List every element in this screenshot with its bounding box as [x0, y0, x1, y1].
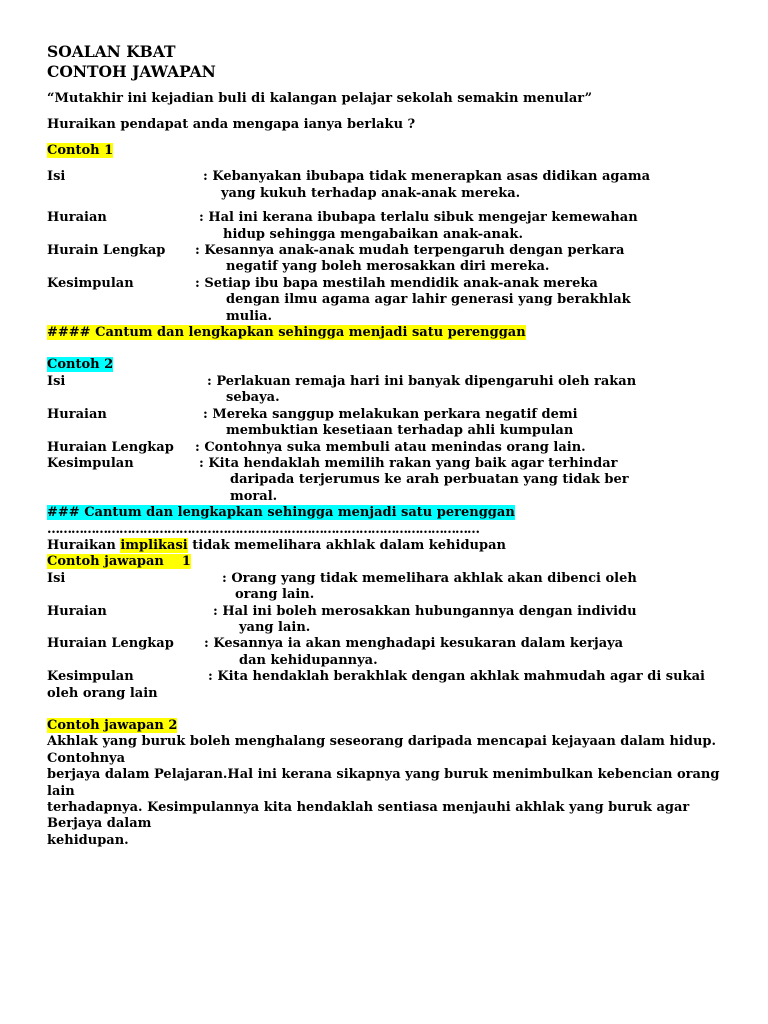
c2-isi-row — [47, 374, 747, 390]
c1-huraian-label: Huraian — [47, 210, 107, 226]
c1-isi-row — [47, 169, 747, 185]
c2-kesimpulan-row — [47, 456, 747, 472]
j1-kesimpulan-text: : Kita hendaklah berakhlak dengan akhlak mahmudah agar di sukai — [208, 669, 705, 685]
c2-lengkap-text: : Contohnya suka membuli atau menindas orang lain. — [195, 439, 586, 455]
c1-lengkap-text: : Kesannya anak-anak mudah terpengaruh dengan perkara — [195, 243, 625, 259]
question-2 — [47, 538, 747, 554]
j2-line: lain — [47, 783, 75, 799]
c2-kesimpulan-label: Kesimpulan — [47, 455, 134, 471]
c2-huraian-cont: membuktian kesetiaan terhadap ahli kumpulan — [226, 423, 574, 439]
j2-line: Berjaya dalam — [47, 816, 152, 832]
jawapan-2-heading: Contoh jawapan 2 — [47, 718, 178, 733]
j1-kesimpulan-cont: oleh orang lain — [47, 685, 158, 701]
contoh-2-heading: Contoh 2 — [47, 357, 114, 373]
c2-kesimpulan-cont-1: daripada terjerumus ke arah perbuatan yang tidak ber — [230, 472, 629, 488]
j2-line: terhadapnya. Kesimpulannya kita hendaklah sentiasa menjauhi akhlak yang buruk agar — [47, 800, 690, 816]
j1-huraian-row — [47, 604, 747, 620]
c1-kesimpulan-text: : Setiap ibu bapa mestilah mendidik anak-anak mereka — [195, 275, 598, 291]
j1-lengkap-label: Huraian Lengkap — [47, 636, 174, 652]
c1-kesimpulan-cont-2: mulia. — [226, 308, 273, 324]
c2-kesimpulan-cont-2: moral. — [230, 488, 278, 504]
c1-lengkap-label: Hurain Lengkap — [47, 243, 166, 259]
doc-title: SOALAN KBAT — [47, 42, 176, 61]
c2-kesimpulan-text: : Kita hendaklah memilih rakan yang baik agar terhindar — [199, 455, 618, 471]
c1-huraian-cont: hidup sehingga mengabaikan anak-anak. — [223, 226, 523, 242]
q2-post: tidak memelihara akhlak dalam kehidupan — [187, 537, 506, 553]
j2-line: Contohnya — [47, 750, 126, 766]
doc-subtitle: CONTOH JAWAPAN — [47, 62, 216, 81]
document-page — [47, 42, 747, 849]
j2-line: berjaya dalam Pelajaran.Hal ini kerana sikapnya yang buruk menimbulkan kebencian orang — [47, 767, 720, 783]
quote-text: “Mutakhir ini kejadian buli di kalangan pelajar sekolah semakin menular” — [47, 91, 593, 106]
j1-lengkap-cont: dan kehidupannya. — [239, 652, 378, 668]
c1-huraian-text: : Hal ini kerana ibubapa terlalu sibuk mengejar kemewahan — [199, 210, 638, 226]
question-text: Huraikan pendapat anda mengapa ianya berlaku ? — [47, 117, 416, 132]
j1-lengkap-row — [47, 636, 747, 652]
c2-huraian-label: Huraian — [47, 406, 107, 422]
c1-huraian-row — [47, 210, 747, 226]
c1-isi-text: : Kebanyakan ibubapa tidak menerapkan asas didikan agama — [203, 169, 651, 185]
c1-kesimpulan-row — [47, 276, 747, 292]
jawapan-2-paragraph — [47, 734, 747, 849]
j1-huraian-cont: yang lain. — [239, 619, 311, 635]
j1-kesimpulan-label: Kesimpulan — [47, 669, 134, 685]
q2-highlight: implikasi — [120, 537, 188, 553]
j2-line: kehidupan. — [47, 832, 129, 848]
c1-isi-label: Isi — [47, 169, 66, 185]
j1-isi-text: : Orang yang tidak memelihara akhlak akan dibenci oleh — [222, 570, 637, 586]
c2-lengkap-label: Huraian Lengkap — [47, 439, 174, 455]
c2-isi-text: : Perlakuan remaja hari ini banyak dipengaruhi oleh rakan — [207, 373, 637, 389]
jawapan-1-heading: Contoh jawapan 1 — [47, 554, 191, 570]
dotted-separator: ……………………………………………………………………………………………… — [47, 521, 479, 537]
c1-note: #### Cantum dan lengkapkan sehingga menjadi satu perenggan — [47, 325, 526, 341]
c1-lengkap-cont: negatif yang boleh merosakkan diri mereka. — [226, 259, 550, 275]
c2-note: ### Cantum dan lengkapkan sehingga menjadi satu perenggan — [47, 505, 515, 521]
j1-huraian-label: Huraian — [47, 603, 107, 619]
c2-isi-cont: sebaya. — [226, 390, 280, 406]
c2-huraian-text: : Mereka sanggup melakukan perkara negatif demi — [203, 406, 578, 422]
j1-lengkap-text: : Kesannya ia akan menghadapi kesukaran dalam kerjaya — [204, 636, 624, 652]
contoh-1-heading: Contoh 1 — [47, 143, 114, 158]
j1-isi-cont: orang lain. — [235, 587, 315, 603]
c1-kesimpulan-label: Kesimpulan — [47, 275, 134, 291]
c1-kesimpulan-cont-1: dengan ilmu agama agar lahir generasi yang berakhlak — [226, 292, 631, 308]
c2-lengkap-row — [47, 440, 747, 456]
j1-isi-row — [47, 571, 747, 587]
j1-kesimpulan-row — [47, 669, 747, 685]
c2-huraian-row — [47, 407, 747, 423]
c2-isi-label: Isi — [47, 373, 66, 389]
j2-line: Akhlak yang buruk boleh menghalang seseorang daripada mencapai kejayaan dalam hidup. — [47, 734, 717, 750]
c1-isi-cont: yang kukuh terhadap anak-anak mereka. — [221, 185, 521, 201]
c1-lengkap-row — [47, 243, 747, 259]
j1-isi-label: Isi — [47, 570, 66, 586]
q2-pre: Huraikan — [47, 537, 121, 553]
j1-huraian-text: : Hal ini boleh merosakkan hubungannya dengan individu — [213, 603, 637, 619]
